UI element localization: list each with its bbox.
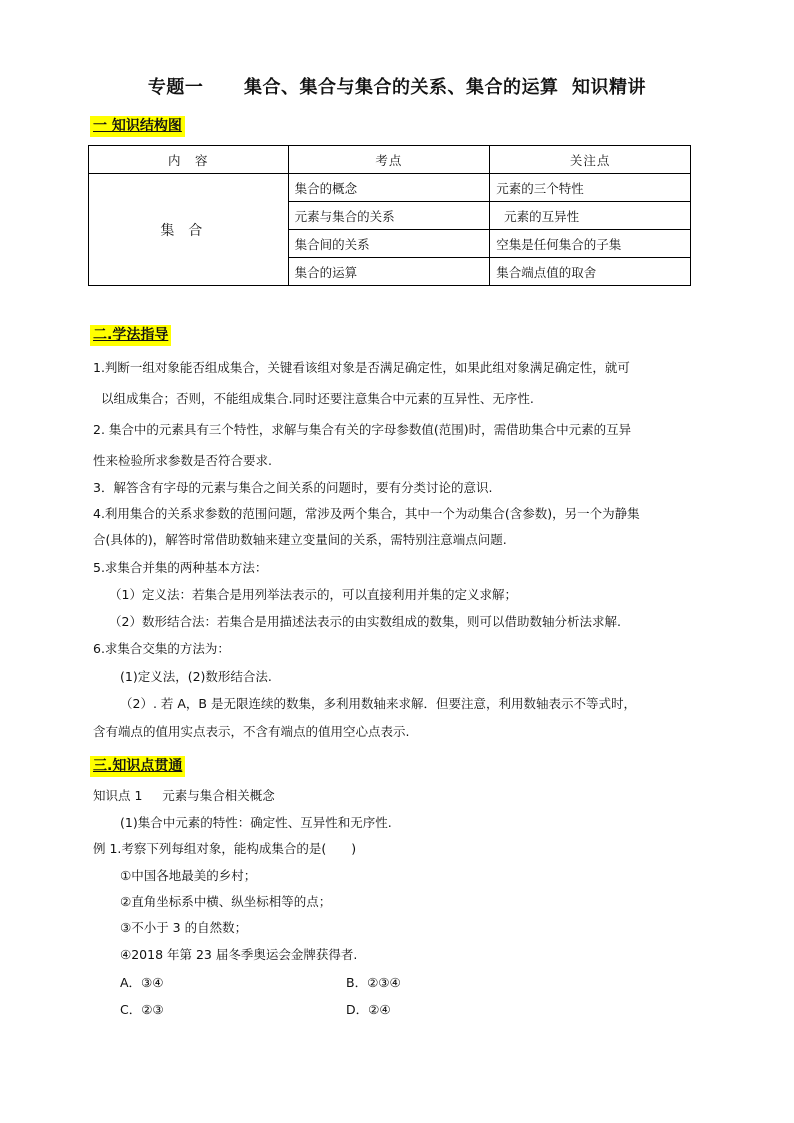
- paragraph-line: 5.求集合并集的两种基本方法：: [93, 560, 268, 575]
- paragraph-line: 4.利用集合的关系求参数的范围问题，常涉及两个集合，其中一个为动集合(含参数)，另一个为静集: [93, 506, 640, 521]
- example-item: ②直角坐标系中横、纵坐标相等的点；: [120, 894, 332, 909]
- table-cell-focus: 集合端点值的取舍: [490, 258, 691, 286]
- table-cell-point: 集合的概念: [288, 174, 490, 202]
- paragraph-line: 合(具体的)，解答时常借助数轴来建立变量间的关系，需特别注意端点问题.: [93, 532, 507, 547]
- table-cell-point: 元素与集合的关系: [288, 202, 490, 230]
- knowledge-point-title: 知识点 1 元素与集合相关概念: [93, 788, 275, 803]
- option-c: C．②③: [120, 1002, 164, 1017]
- knowledge-point-line: (1)集合中元素的特性：确定性、互异性和无序性.: [120, 815, 392, 830]
- table-merged-cell: 集合: [89, 174, 289, 286]
- paragraph-line: 1.判断一组对象能否组成集合，关键看该组对象是否满足确定性，如果此组对象满足确定性，就可: [93, 360, 630, 375]
- page-title: 专题一 集合、集合与集合的关系、集合的运算 知识精讲: [147, 77, 647, 98]
- option-b: B．②③④: [346, 975, 401, 990]
- knowledge-table: [88, 145, 691, 286]
- paragraph-line: （1）定义法：若集合是用列举法表示的，可以直接利用并集的定义求解；: [109, 587, 517, 602]
- paragraph-line: （2）数形结合法：若集合是用描述法表示的由实数组成的数集，则可以借助数轴分析法求解.: [109, 614, 621, 629]
- example-stem: 例 1.考察下列每组对象，能构成集合的是( ): [93, 841, 357, 856]
- section-heading-structure: 一 知识结构图: [90, 116, 185, 137]
- paragraph-line: 性来检验所求参数是否符合要求.: [93, 453, 272, 468]
- example-item: ④2018 年第 23 届冬季奥运会金牌获得者.: [120, 947, 358, 962]
- section-heading-study-guide: 二.学法指导: [90, 325, 171, 346]
- table-cell-focus: 空集是任何集合的子集: [490, 230, 691, 258]
- option-d: D．②④: [346, 1002, 391, 1017]
- example-item: ①中国各地最美的乡村；: [120, 868, 257, 883]
- table-row: [89, 174, 691, 202]
- table-header-cell: 关注点: [490, 146, 691, 174]
- option-a: A．③④: [120, 975, 164, 990]
- paragraph-line: （2）. 若 A，B 是无限连续的数集，多利用数轴来求解．但要注意，利用数轴表示不等式时，: [120, 696, 636, 711]
- paragraph-line: 2. 集合中的元素具有三个特性，求解与集合有关的字母参数值(范围)时，需借助集合中元素的互异: [93, 422, 632, 437]
- table-header-row: [89, 146, 691, 174]
- section-heading-knowledge-points: 三.知识点贯通: [90, 756, 185, 777]
- paragraph-line: 以组成集合；否则，不能组成集合.同时还要注意集合中元素的互异性、无序性.: [93, 391, 534, 406]
- paragraph-line: (1)定义法，(2)数形结合法.: [120, 669, 272, 684]
- paragraph-line: 6.求集合交集的方法为：: [93, 641, 230, 656]
- table-header-cell: 内 容: [89, 146, 289, 174]
- table-header-cell: 考点: [288, 146, 490, 174]
- table-cell-focus: 元素的三个特性: [490, 174, 691, 202]
- table-cell-point: 集合间的关系: [288, 230, 490, 258]
- paragraph-line: 3．解答含有字母的元素与集合之间关系的问题时，要有分类讨论的意识.: [93, 480, 493, 495]
- table-cell-focus: 元素的互异性: [490, 202, 691, 230]
- example-item: ③不小于 3 的自然数；: [120, 920, 248, 935]
- table-cell-point: 集合的运算: [288, 258, 490, 286]
- paragraph-line: 含有端点的值用实点表示，不含有端点的值用空心点表示.: [93, 724, 410, 739]
